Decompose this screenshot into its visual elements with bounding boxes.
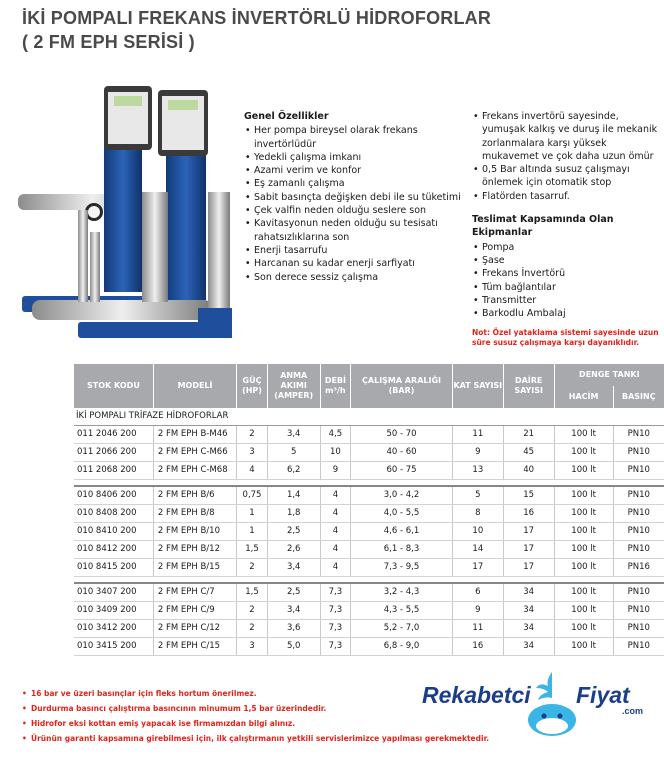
logo-text-part2: Fiyat xyxy=(576,682,630,708)
note-text: Not: Özel yataklama sistemi sayesinde uzun süre susuz çalışmaya karşı dayanıklıdır. xyxy=(472,328,659,348)
table-cell: 2 FM EPH C/12 xyxy=(153,619,236,637)
table-cell: 3,0 - 4,2 xyxy=(351,486,453,504)
table-cell: 011 2066 200 xyxy=(74,443,153,461)
table-cell: 100 lt xyxy=(554,461,613,479)
table-cell: 2,5 xyxy=(267,522,320,540)
table-cell: 7,3 - 9,5 xyxy=(351,558,453,576)
group-label: İKİ POMPALI TRİFAZE HİDROFORLAR xyxy=(74,408,664,425)
table-cell: 100 lt xyxy=(554,637,613,655)
table-cell: 16 xyxy=(503,504,554,522)
table-cell: 40 xyxy=(503,461,554,479)
list-item: • Çek valfin neden olduğu seslere son xyxy=(244,204,464,217)
list-item: • Transmitter xyxy=(472,294,662,307)
table-cell: 4,6 - 6,1 xyxy=(351,522,453,540)
table-cell: 15 xyxy=(503,486,554,504)
table-cell: 100 lt xyxy=(554,619,613,637)
whale-icon xyxy=(522,668,582,738)
table-cell: 9 xyxy=(320,461,351,479)
table-cell: 11 xyxy=(452,425,503,443)
list-item: • Yedekli çalışma imkanı xyxy=(244,151,464,164)
table-cell: 4 xyxy=(320,540,351,558)
table-cell: 50 - 70 xyxy=(351,425,453,443)
list-item: • Şase xyxy=(472,254,662,267)
table-cell: 2 xyxy=(237,558,268,576)
table-body xyxy=(74,408,664,655)
table-cell: 100 lt xyxy=(554,583,613,601)
table-cell: 1 xyxy=(237,522,268,540)
table-cell: PN10 xyxy=(613,619,664,637)
table-cell: 0,75 xyxy=(237,486,268,504)
list-item: • Flatörden tasarruf. xyxy=(472,190,662,203)
table-cell: PN10 xyxy=(613,601,664,619)
table-cell: 45 xyxy=(503,443,554,461)
col-basinc: BASINÇ xyxy=(613,386,664,408)
group-separator xyxy=(74,479,664,486)
table-cell: 4,5 xyxy=(320,425,351,443)
table-cell: 34 xyxy=(503,637,554,655)
list-item: • Sabit basınçta değişken debi ile su tüketimi xyxy=(244,191,464,204)
table-cell: 5 xyxy=(452,486,503,504)
table-cell: 11 xyxy=(452,619,503,637)
table-cell: 010 3412 200 xyxy=(74,619,153,637)
col-tank: DENGE TANKI xyxy=(554,364,664,386)
table-cell: 3,4 xyxy=(267,558,320,576)
equipment-heading: Teslimat Kapsamında Olan Ekipmanlar xyxy=(472,214,614,239)
col-akim: ANMA AKIMI (AMPER) xyxy=(267,364,320,408)
list-item: • Her pompa bireysel olarak frekans invertörlüdür xyxy=(244,124,464,151)
table-cell: 7,3 xyxy=(320,583,351,601)
table-cell: 3,4 xyxy=(267,425,320,443)
table-cell: 011 2046 200 xyxy=(74,425,153,443)
table-cell: 011 2068 200 xyxy=(74,461,153,479)
table-cell: 1,5 xyxy=(237,583,268,601)
separator-cell xyxy=(74,576,664,583)
group-separator xyxy=(74,576,664,583)
col-kat: KAT SAYISI xyxy=(452,364,503,408)
list-item: • Harcanan su kadar enerji sarfiyatı xyxy=(244,257,464,270)
table-cell: PN16 xyxy=(613,558,664,576)
table-cell: 100 lt xyxy=(554,504,613,522)
table-cell: 010 8410 200 xyxy=(74,522,153,540)
table-cell: 5 xyxy=(267,443,320,461)
separator-cell xyxy=(74,479,664,486)
table-cell: 3 xyxy=(237,443,268,461)
table-cell: 2 xyxy=(237,425,268,443)
watermark-logo xyxy=(422,668,662,750)
table-row xyxy=(74,522,664,540)
table-row xyxy=(74,425,664,443)
table-row xyxy=(74,637,664,655)
table-cell: 100 lt xyxy=(554,522,613,540)
table-cell: 010 3409 200 xyxy=(74,601,153,619)
footnote: • 16 bar ve üzeri basınçlar için fleks hortum önerilmez. xyxy=(22,686,492,701)
table-row xyxy=(74,583,664,601)
table-cell: 6,8 - 9,0 xyxy=(351,637,453,655)
table-cell: 100 lt xyxy=(554,540,613,558)
table-cell: 2 FM EPH C/15 xyxy=(153,637,236,655)
table-cell: 4 xyxy=(320,486,351,504)
list-item: • Eş zamanlı çalışma xyxy=(244,177,464,190)
table-cell: 010 8406 200 xyxy=(74,486,153,504)
table-row xyxy=(74,504,664,522)
table-cell: 60 - 75 xyxy=(351,461,453,479)
col-model: MODELİ xyxy=(153,364,236,408)
table-cell: 1,8 xyxy=(267,504,320,522)
table-cell: 2 FM EPH C/7 xyxy=(153,583,236,601)
table-cell: 34 xyxy=(503,583,554,601)
footnote: • Ürünün garanti kapsamına girebilmesi için, ilk çalıştırmanın yetkili servislerimizce yapılması gerekmektedir. xyxy=(22,731,492,746)
table-cell: 5,0 xyxy=(267,637,320,655)
col-daire: DAİRE SAYISI xyxy=(503,364,554,408)
table-cell: 1,4 xyxy=(267,486,320,504)
table-cell: PN10 xyxy=(613,583,664,601)
table-cell: 40 - 60 xyxy=(351,443,453,461)
table-row xyxy=(74,601,664,619)
table-cell: 4 xyxy=(320,558,351,576)
table-row xyxy=(74,486,664,504)
table-cell: 2 xyxy=(237,601,268,619)
footnote: • Durdurma basıncı çalıştırma basıncının minumum 1,5 bar üzerindedir. xyxy=(22,701,492,716)
table-cell: 17 xyxy=(503,558,554,576)
table-cell: 2 FM EPH B-M46 xyxy=(153,425,236,443)
table-cell: 17 xyxy=(503,540,554,558)
table-cell: 8 xyxy=(452,504,503,522)
table-cell: 3,6 xyxy=(267,619,320,637)
table-cell: PN10 xyxy=(613,486,664,504)
list-item: • Tüm bağlantılar xyxy=(472,281,662,294)
table-cell: 34 xyxy=(503,601,554,619)
title-line1: İKİ POMPALI FREKANS İNVERTÖRLÜ HİDROFORLAR xyxy=(22,8,492,28)
right-column xyxy=(472,110,662,348)
table-cell: 4 xyxy=(320,504,351,522)
col-hacim: HACİM xyxy=(554,386,613,408)
page-title xyxy=(22,6,491,54)
table-cell: 010 8412 200 xyxy=(74,540,153,558)
table-cell: 10 xyxy=(452,522,503,540)
table-cell: 5,2 - 7,0 xyxy=(351,619,453,637)
table-cell: PN10 xyxy=(613,540,664,558)
table-cell: 4 xyxy=(237,461,268,479)
col-debi: DEBİ m³/h xyxy=(320,364,351,408)
table-cell: 2 FM EPH B/8 xyxy=(153,504,236,522)
table-cell: 2 FM EPH B/10 xyxy=(153,522,236,540)
table-cell: PN10 xyxy=(613,522,664,540)
list-item: • 0,5 Bar altında susuz çalışmayı önlemek için otomatik stop xyxy=(472,163,662,190)
table-cell: 9 xyxy=(452,601,503,619)
table-cell: 2 xyxy=(237,619,268,637)
table-row xyxy=(74,558,664,576)
table-cell: PN10 xyxy=(613,461,664,479)
benefits-list xyxy=(472,110,662,203)
list-item: • Son derece sessiz çalışma xyxy=(244,271,464,284)
table-cell: 2,6 xyxy=(267,540,320,558)
table-cell: PN10 xyxy=(613,443,664,461)
col-aralik: ÇALIŞMA ARALIĞI (BAR) xyxy=(351,364,453,408)
table-cell: 16 xyxy=(452,637,503,655)
table-cell: 7,3 xyxy=(320,637,351,655)
table-cell: 3,2 - 4,3 xyxy=(351,583,453,601)
table-row xyxy=(74,540,664,558)
table-cell: 17 xyxy=(452,558,503,576)
table-cell: 010 8408 200 xyxy=(74,504,153,522)
table-cell: PN10 xyxy=(613,637,664,655)
table-cell: 100 lt xyxy=(554,425,613,443)
table-cell: 9 xyxy=(452,443,503,461)
table-cell: 17 xyxy=(503,522,554,540)
table-row xyxy=(74,443,664,461)
table-cell: 100 lt xyxy=(554,486,613,504)
list-item: • Azami verim ve konfor xyxy=(244,164,464,177)
table-cell: 100 lt xyxy=(554,558,613,576)
list-item: • Enerji tasarrufu xyxy=(244,244,464,257)
table-cell: 6,2 xyxy=(267,461,320,479)
spec-table xyxy=(74,364,664,656)
features-heading: Genel Özellikler xyxy=(244,111,329,122)
list-item: • Kavitasyonun neden olduğu su tesisatı rahatsızlıklarına son xyxy=(244,217,464,244)
table-cell: 7,3 xyxy=(320,601,351,619)
table-cell: 6 xyxy=(452,583,503,601)
table-row xyxy=(74,619,664,637)
table-cell: 3,4 xyxy=(267,601,320,619)
equipment-list xyxy=(472,241,662,321)
table-cell: 1 xyxy=(237,504,268,522)
table-cell: 2 FM EPH B/6 xyxy=(153,486,236,504)
table-cell: 2 FM EPH B/15 xyxy=(153,558,236,576)
table-cell: PN10 xyxy=(613,425,664,443)
table-cell: 2 FM EPH C-M68 xyxy=(153,461,236,479)
table-cell: 010 3407 200 xyxy=(74,583,153,601)
logo-text-part1: Rekabetci xyxy=(422,682,531,708)
col-stok: STOK KODU xyxy=(74,364,153,408)
table-cell: 100 lt xyxy=(554,601,613,619)
general-features xyxy=(244,110,464,284)
list-item: • Frekans İnvertörü xyxy=(472,267,662,280)
logo-text-part3: .com xyxy=(622,706,644,716)
table-cell: 010 3415 200 xyxy=(74,637,153,655)
col-guc: GÜÇ (HP) xyxy=(237,364,268,408)
table-cell: 7,3 xyxy=(320,619,351,637)
footnote: • Hidrofor eksi kottan emiş yapacak ise firmamızdan bilgi alınız. xyxy=(22,716,492,731)
table-cell: 14 xyxy=(452,540,503,558)
table-cell: 3 xyxy=(237,637,268,655)
table-cell: 100 lt xyxy=(554,443,613,461)
table-cell: 4,0 - 5,5 xyxy=(351,504,453,522)
table-cell: 2,5 xyxy=(267,583,320,601)
list-item: • Frekans invertörü sayesinde, yumuşak kalkış ve duruş ile mekanik zorlanmalara karşı yüksek mukavemet ve çok daha uzun ömür xyxy=(472,110,662,163)
table-cell: 4,3 - 5,5 xyxy=(351,601,453,619)
table-row xyxy=(74,461,664,479)
table-cell: 2 FM EPH C/9 xyxy=(153,601,236,619)
list-item: • Barkodlu Ambalaj xyxy=(472,307,662,320)
table-cell: 10 xyxy=(320,443,351,461)
table-cell: 2 FM EPH C-M66 xyxy=(153,443,236,461)
table-cell: 21 xyxy=(503,425,554,443)
title-line2: ( 2 FM EPH SERİSİ ) xyxy=(22,32,195,52)
table-cell: 1,5 xyxy=(237,540,268,558)
product-photo xyxy=(18,82,240,350)
list-item: • Pompa xyxy=(472,241,662,254)
table-cell: 34 xyxy=(503,619,554,637)
table-cell: 010 8415 200 xyxy=(74,558,153,576)
table-cell: 2 FM EPH B/12 xyxy=(153,540,236,558)
table-cell: PN10 xyxy=(613,504,664,522)
table-cell: 4 xyxy=(320,522,351,540)
table-cell: 6,1 - 8,3 xyxy=(351,540,453,558)
features-list xyxy=(244,124,464,284)
table-cell: 13 xyxy=(452,461,503,479)
